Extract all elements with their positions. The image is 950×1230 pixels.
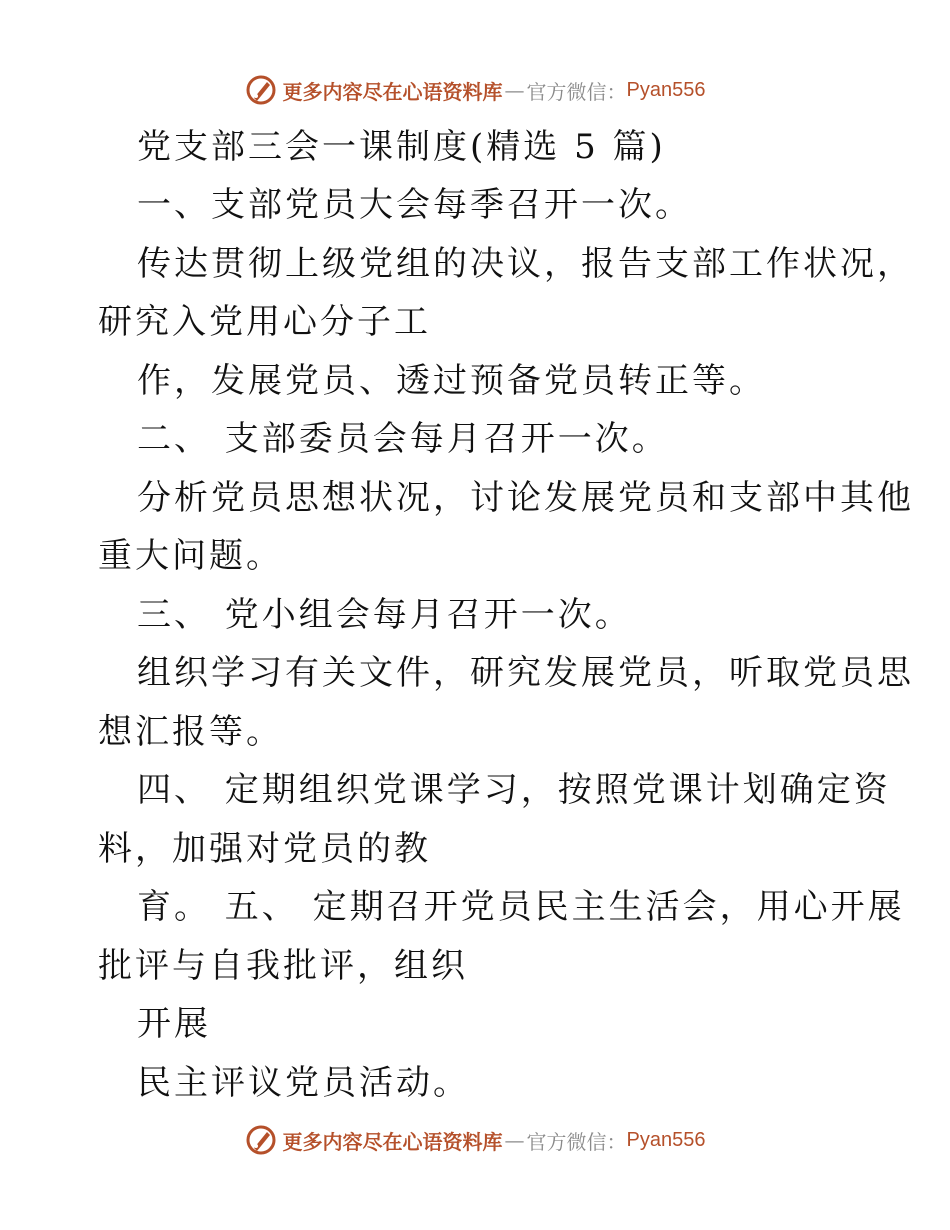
document-line: 育。 五、 定期召开党员民主生活会，用心开展	[137, 887, 905, 927]
banner-text: 更多内容尽在心语资料库	[282, 79, 503, 104]
banner-official-label: 官方微信：	[526, 79, 627, 104]
banner-official-label: 官方微信：	[526, 1129, 627, 1154]
document-line: 开展	[137, 1004, 211, 1044]
document-line: 作，发展党员、透过预备党员转正等。	[137, 361, 766, 401]
banner-wechat-id: Pyan556	[626, 78, 706, 101]
banner-separator: —	[504, 1128, 525, 1152]
document-line: 传达贯彻上级党组的决议，报告支部工作状况，	[137, 244, 914, 284]
banner-text: 更多内容尽在心语资料库	[282, 1129, 503, 1154]
pen-circle-logo-icon	[245, 1124, 277, 1156]
document-line: 二、 支部委员会每月召开一次。	[137, 419, 669, 459]
document-line: 分析党员思想状况，讨论发展党员和支部中其他	[137, 478, 914, 518]
document-line: 料，加强对党员的教	[98, 829, 431, 869]
banner-wechat-id: Pyan556	[626, 1128, 706, 1151]
document-line: 四、 定期组织党课学习，按照党课计划确定资	[137, 770, 891, 810]
document-line: 批评与自我批评，组织	[98, 946, 468, 986]
document-line: 三、 党小组会每月召开一次。	[137, 595, 632, 635]
header-banner	[0, 70, 950, 110]
document-line: 想汇报等。	[98, 712, 283, 752]
footer-banner	[0, 1120, 950, 1160]
document-line: 组织学习有关文件，研究发展党员，听取党员思	[137, 653, 914, 693]
document-title: 党支部三会一课制度(精选 5 篇)	[137, 127, 666, 167]
document-line: 一、支部党员大会每季召开一次。	[137, 185, 692, 225]
document-line: 民主评议党员活动。	[137, 1063, 470, 1103]
pen-circle-logo-icon	[245, 74, 277, 106]
document-line: 重大问题。	[98, 536, 283, 576]
document-line: 研究入党用心分子工	[98, 302, 431, 342]
banner-separator: —	[504, 78, 525, 102]
